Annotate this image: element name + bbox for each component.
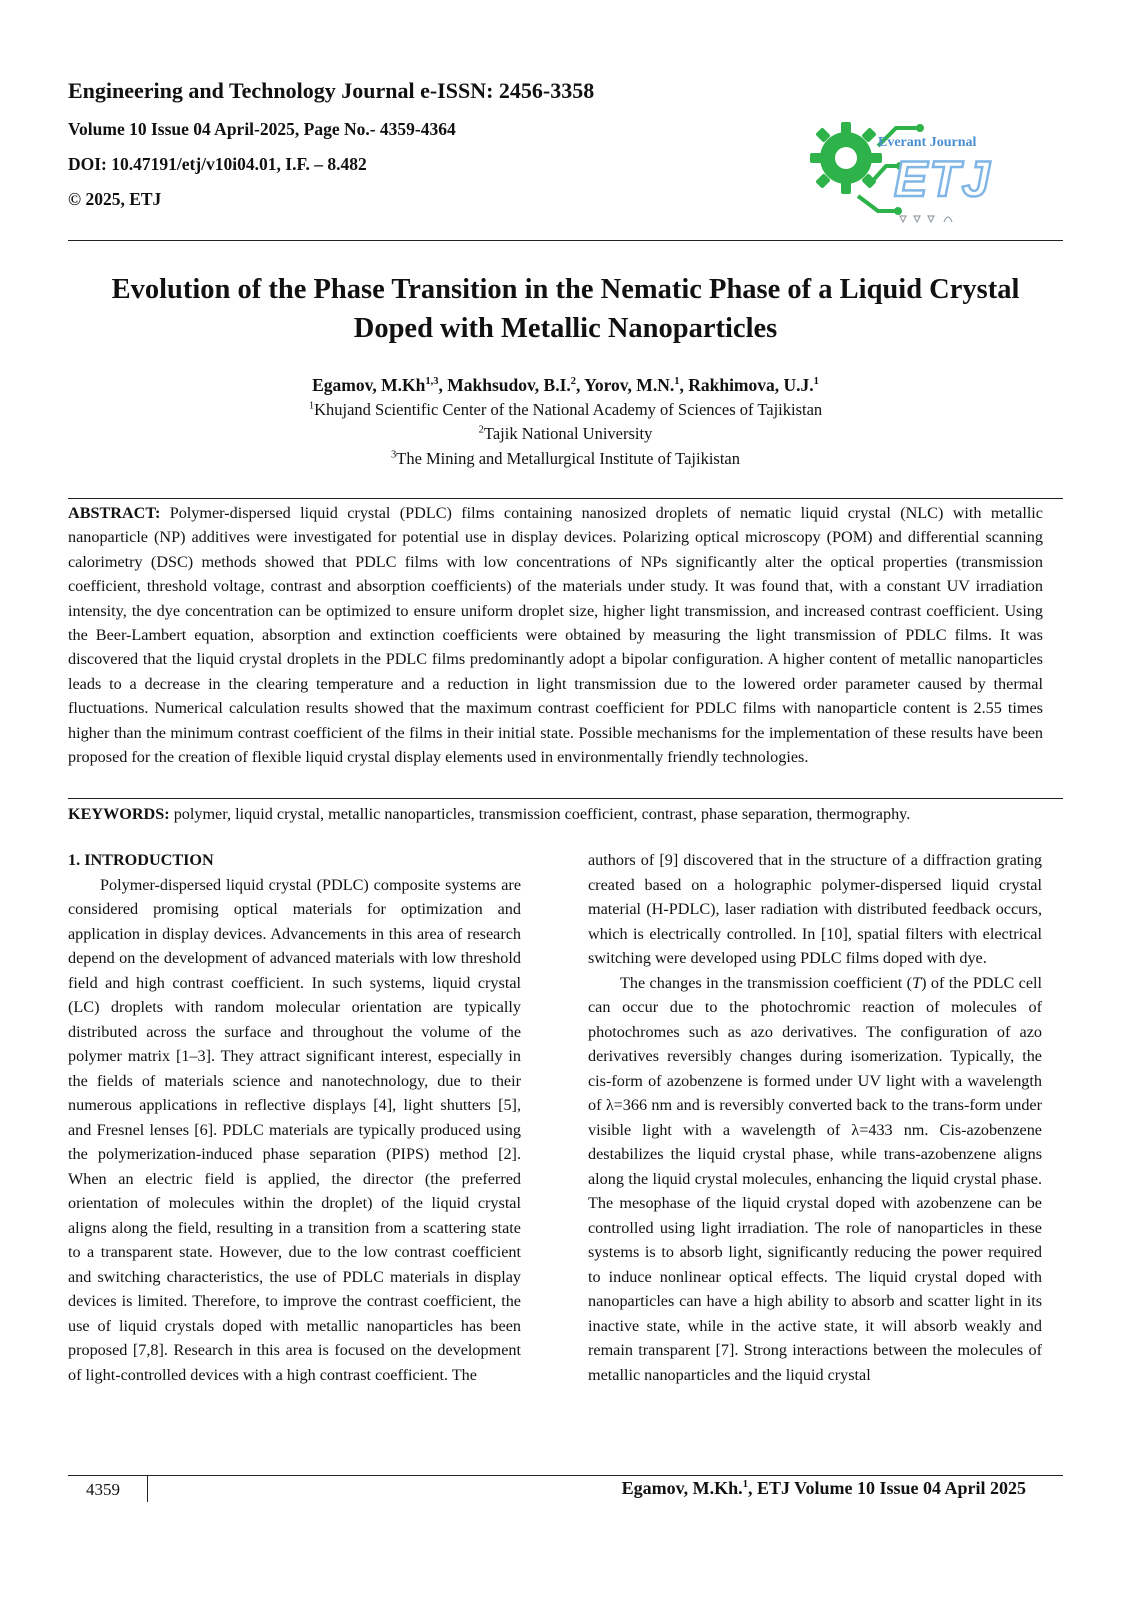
symbol-t: T [912, 973, 922, 992]
affiliation-sup: 2 [478, 424, 484, 436]
logo-main-text: ETJ [894, 151, 992, 207]
body-paragraph [588, 971, 1042, 1388]
affiliation-sup: 1 [308, 400, 315, 412]
left-column [68, 848, 521, 1387]
affiliation-3 [68, 449, 1063, 469]
footer-separator [147, 1476, 148, 1502]
footer-author: Egamov, M.Kh. [621, 1478, 743, 1498]
body-paragraph: authors of [9] discovered that in the structure of a diffraction grating created based on a holographic polymer-dispersed liquid crystal material (H-PDLC), laser radiation with distributed feedback occurs, which is electrically controlled. In [10], spatial filters with electrical switching were developed using PDLC films doped with dye. [588, 851, 1042, 967]
page-number: 4359 [86, 1480, 120, 1499]
abstract-text: Polymer-dispersed liquid crystal (PDLC) films containing nanosized droplets of nematic liquid crystal (NLC) with metallic nanoparticle (NP) additives were investigated for potential use in display devices. Polarizing optical microscopy (POM) and differential scanning calorimetry (DSC) methods showed that PDLC films with low concentrations of NPs significantly alter the optical properties (transmission coefficient, threshold voltage, contrast and absorption coefficients) of the materials under study. It was found that, with a constant UV irradiation intensity, the dye concentration can be optimized to ensure uniform droplet size, higher light transmission, and increased contrast coefficient. Using the Beer-Lambert equation, absorption and extinction coefficients were obtained by measuring the light transmission of PDLC films. It was discovered that the liquid crystal droplets in the PDLC films predominantly adopt a bipolar configuration. A higher content of metallic nanoparticles leads to a decrease in the clearing temperature and a reduction in light transmission due to the lowered order parameter caused by thermal fluctuations. Numerical calculation results showed that the maximum contrast coefficient for PDLC films with nanoparticle content is 2.55 times higher than the minimum contrast coefficient of the films in their initial state. Possible mechanisms for the implementation of these results have been proposed for the creation of flexible liquid crystal display elements used in environmentally friendly technologies. [68, 504, 1043, 767]
volume-info: Volume 10 Issue 04 April-2025, Page No.- 4359-4364 [68, 119, 456, 139]
author-name: Rakhimova, U.J. [688, 375, 814, 395]
author-sep: , [679, 375, 689, 395]
affiliation-1 [68, 400, 1063, 420]
abstract-bottom-divider [68, 798, 1063, 799]
right-column [588, 848, 1042, 1387]
section-heading: 1. INTRODUCTION [68, 851, 214, 869]
author-name: Yorov, M.N. [584, 375, 675, 395]
author-name: Egamov, M.Kh [312, 375, 426, 395]
footer-journal: , ETJ Volume 10 Issue 04 April 2025 [747, 1478, 1026, 1498]
author-sup: 1 [813, 376, 819, 388]
logo-decoration-icon [900, 216, 952, 222]
journal-header [68, 78, 768, 224]
author-sup: 2 [570, 376, 577, 388]
logo-top-text: Everant Journal [878, 135, 977, 150]
author-sep: , [438, 375, 448, 395]
keywords-label: KEYWORDS: [68, 805, 170, 823]
author-sup: 1,3 [425, 376, 439, 388]
copyright: © 2025, ETJ [68, 189, 162, 209]
paper-title [68, 270, 1063, 348]
affiliation-text: The Mining and Metallurgical Institute of Tajikistan [396, 449, 740, 468]
author-sup: 1 [674, 376, 680, 388]
affiliation-text: Khujand Scientific Center of the National Academy of Sciences of Tajikistan [314, 400, 823, 419]
doi-info: DOI: 10.47191/etj/v10i04.01, I.F. – 8.482 [68, 154, 367, 174]
body-paragraph: Polymer-dispersed liquid crystal (PDLC) composite systems are considered promising optical materials for optimization and application in display devices. Advancements in this area of research depend on the development of advanced materials with low threshold field and high contrast coefficient. In such systems, liquid crystal (LC) droplets with random molecular orientation are typically distributed across the surface and throughout the volume of the polymer matrix [1–3]. They attract significant interest, especially in the fields of materials science and nanotechnology, due to their numerous applications in reflective displays [4], light shutters [5], and Fresnel lenses [6]. PDLC materials are typically produced using the polymerization-induced phase separation (PIPS) method [2]. When an electric field is applied, the director (the preferred orientation of molecules within the droplet) of the liquid crystal aligns along the field, resulting in a transition from a scattering state to a transparent state. However, due to the low contrast coefficient and switching characteristics, the use of PDLC materials in display devices is limited. Therefore, to improve the contrast coefficient, the use of liquid crystals doped with metallic nanoparticles has been proposed [7,8]. Research in this area is focused on the development of light-controlled devices with a high contrast coefficient. The [68, 875, 521, 1384]
footer-divider [68, 1475, 1063, 1476]
affiliation-text: Tajik National University [483, 424, 653, 443]
abstract-label: ABSTRACT: [68, 504, 161, 522]
affiliation-2 [68, 424, 1063, 444]
paragraph-text: ) of the PDLC cell can occur due to the photochromic reaction of molecules of photochromes such as azo derivatives. The configuration of azo derivatives reversibly changes during isomerization. Typically, the cis-form of azobenzene is formed under UV light with a wavelength of λ=366 nm and is reversibly converted back to the trans-form under visible light with a wavelength of λ=433 nm. Cis-azobenzene destabilizes the liquid crystal phase, while trans-azobenzene aligns along the liquid crystal molecules, enhancing the liquid crystal phase. The mesophase of the liquid crystal doped with azobenzene can be controlled using light irradiation. The role of nanoparticles in these systems is to absorb light, significantly reducing the power required to induce nonlinear optical effects. The liquid crystal doped with nanoparticles can have a high ability to absorb and scatter light in its inactive state, while in the active state, it will absorb weakly and remain transparent [7]. Strong interactions between the molecules of metallic nanoparticles and the liquid crystal [588, 973, 1042, 1384]
journal-title: Engineering and Technology Journal e-ISSN: 2456-3358 [68, 78, 595, 103]
header-divider [68, 240, 1063, 241]
keywords-text: polymer, liquid crystal, metallic nanoparticles, transmission coefficient, contrast, phase separation, thermography. [173, 805, 911, 823]
title-line-1: Evolution of the Phase Transition in the Nematic Phase of a Liquid Crystal [111, 274, 1020, 305]
author-list [68, 375, 1063, 396]
footer-citation [622, 1478, 1026, 1499]
etj-logo [808, 116, 1008, 228]
abstract [68, 501, 1043, 769]
keywords [68, 802, 1058, 826]
footer-author-sup: 1 [742, 1479, 748, 1490]
paragraph-text: The changes in the transmission coefficient ( [620, 973, 913, 992]
affiliation-sup: 3 [390, 449, 397, 461]
author-sep: , [576, 375, 585, 395]
author-name: Makhsudov, B.I. [447, 375, 571, 395]
abstract-top-divider [68, 498, 1063, 499]
title-line-2: Doped with Metallic Nanoparticles [353, 313, 778, 344]
